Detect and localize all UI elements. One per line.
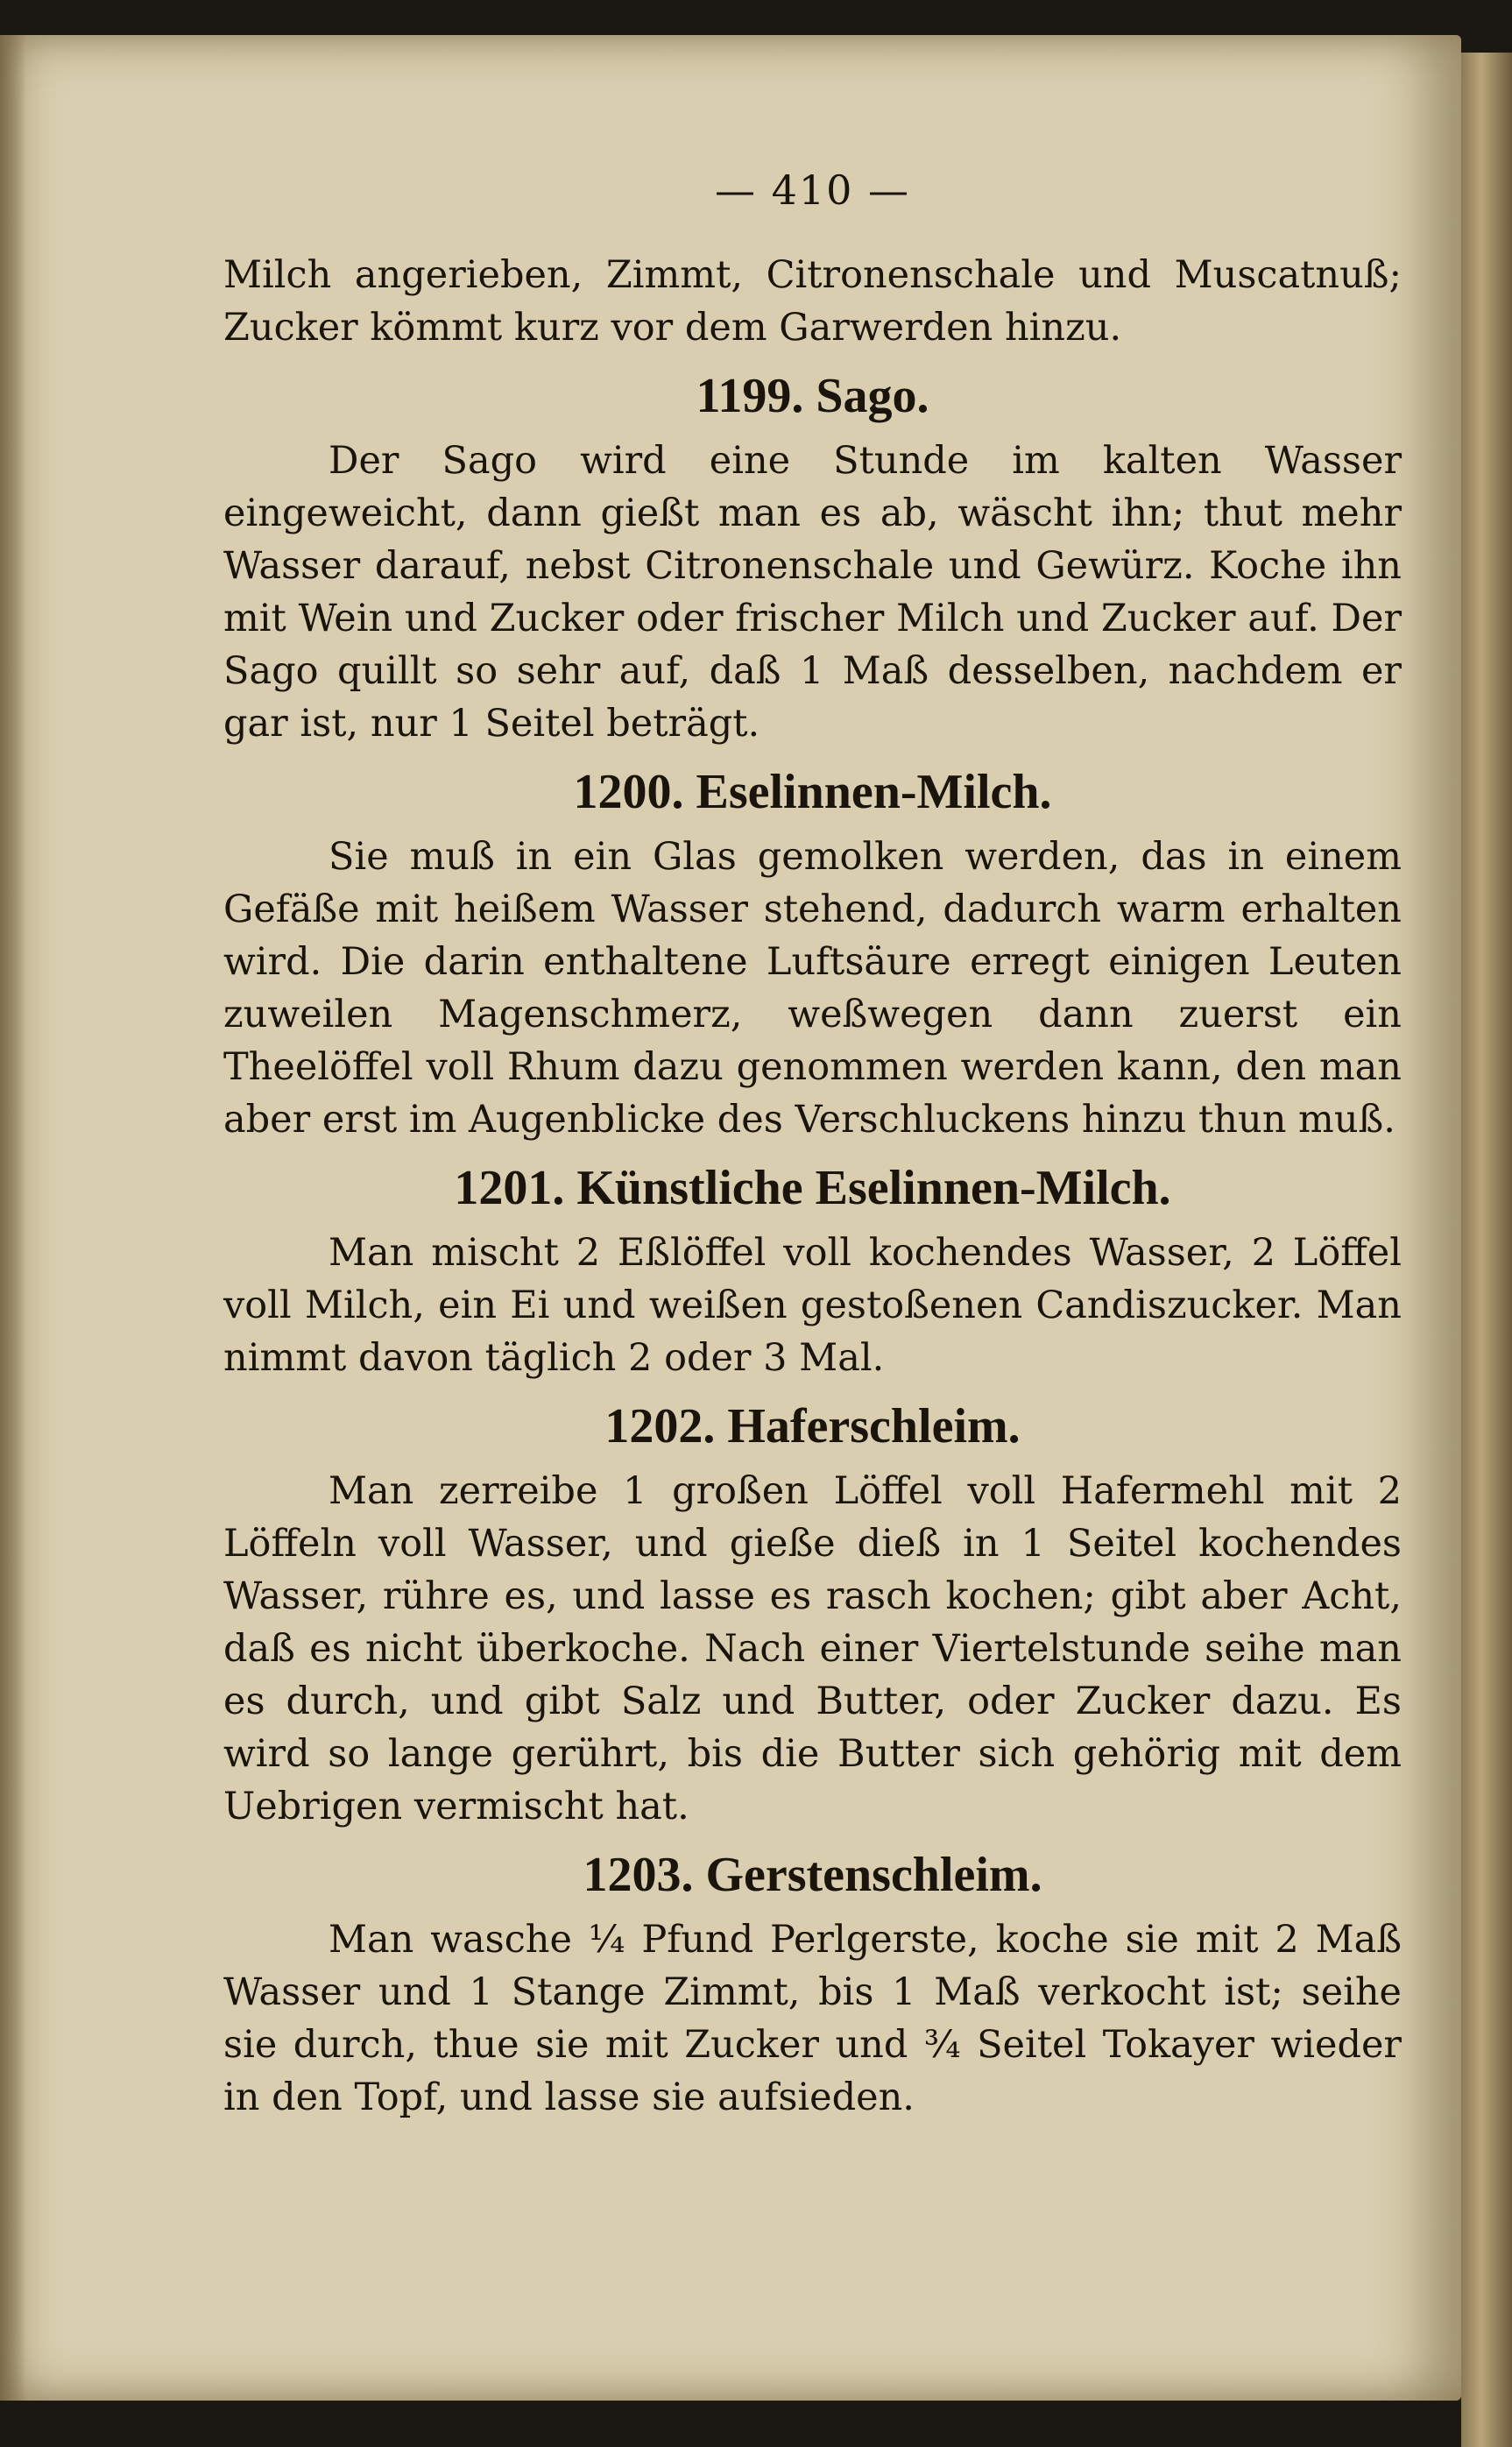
page-content bbox=[223, 166, 1402, 2124]
recipe-body-1199: Der Sago wird eine Stunde im kalten Wasser eingeweicht, dann gießt man es ab, wäscht ihn; thut mehr Wasser darauf, nebst Citronenschale und Gewürz. Koche ihn mit Wein und Zucker oder frischer Milch und Zucker auf. Der Sago quillt so sehr auf, daß 1 Maß desselben, nachdem er gar ist, nur 1 Seitel beträgt. bbox=[223, 439, 1402, 746]
recipe-heading-1202: 1202. Haferschleim. bbox=[604, 1399, 1021, 1453]
recipe-heading-1200: 1200. Eselinnen-Milch. bbox=[573, 765, 1052, 819]
page-number: — 410 — bbox=[714, 166, 911, 214]
page-gutter-shadow bbox=[0, 35, 26, 2401]
recipe-heading-1201: 1201. Künstliche Eselinnen-Milch. bbox=[454, 1161, 1171, 1215]
recipe-heading-1199: 1199. Sago. bbox=[696, 369, 929, 423]
recipe-body-1202: Man zerreibe 1 großen Löffel voll Hafermehl mit 2 Löffeln voll Wasser, und gieße dieß in 1 Seitel kochendes Wasser, rühre es, und lasse es rasch kochen; gibt aber Acht, daß es nicht überkoche. Nach einer Viertelstunde seihe man es durch, und gibt Salz und Butter, oder Zucker dazu. Es wird so lange gerührt, bis die Butter sich gehörig mit dem Uebrigen vermischt hat. bbox=[223, 1469, 1402, 1828]
recipe-body-1201: Man mischt 2 Eßlöffel voll kochendes Wasser, 2 Löffel voll Milch, ein Ei und weißen gestoßenen Candiszucker. Man nimmt davon täglich 2 oder 3 Mal. bbox=[223, 1231, 1402, 1380]
recipe-body-1200: Sie muß in ein Glas gemolken werden, das in einem Gefäße mit heißem Wasser stehend, dadurch warm erhalten wird. Die darin enthaltene Luftsäure erregt einigen Leuten zuweilen Magenschmerz, weßwegen dann zuerst ein Theelöffel voll Rhum dazu genommen werden kann, den man aber erst im Augenblicke des Verschluckens hinzu thun muß. bbox=[223, 835, 1402, 1142]
page-edge bbox=[1461, 53, 1512, 2447]
intro-paragraph: Milch angerieben, Zimmt, Citronenschale und Muscatnuß; Zucker kömmt kurz vor dem Garwerden hinzu. bbox=[223, 253, 1402, 350]
recipe-heading-1203: 1203. Gerstenschleim. bbox=[583, 1848, 1042, 1902]
recipe-body-1203: Man wasche ¼ Pfund Perlgerste, koche sie mit 2 Maß Wasser und 1 Stange Zimmt, bis 1 Maß verkocht ist; seihe sie durch, thue sie mit Zucker und ¾ Seitel Tokayer wieder in den Topf, und lasse sie aufsieden. bbox=[223, 1918, 1402, 2119]
